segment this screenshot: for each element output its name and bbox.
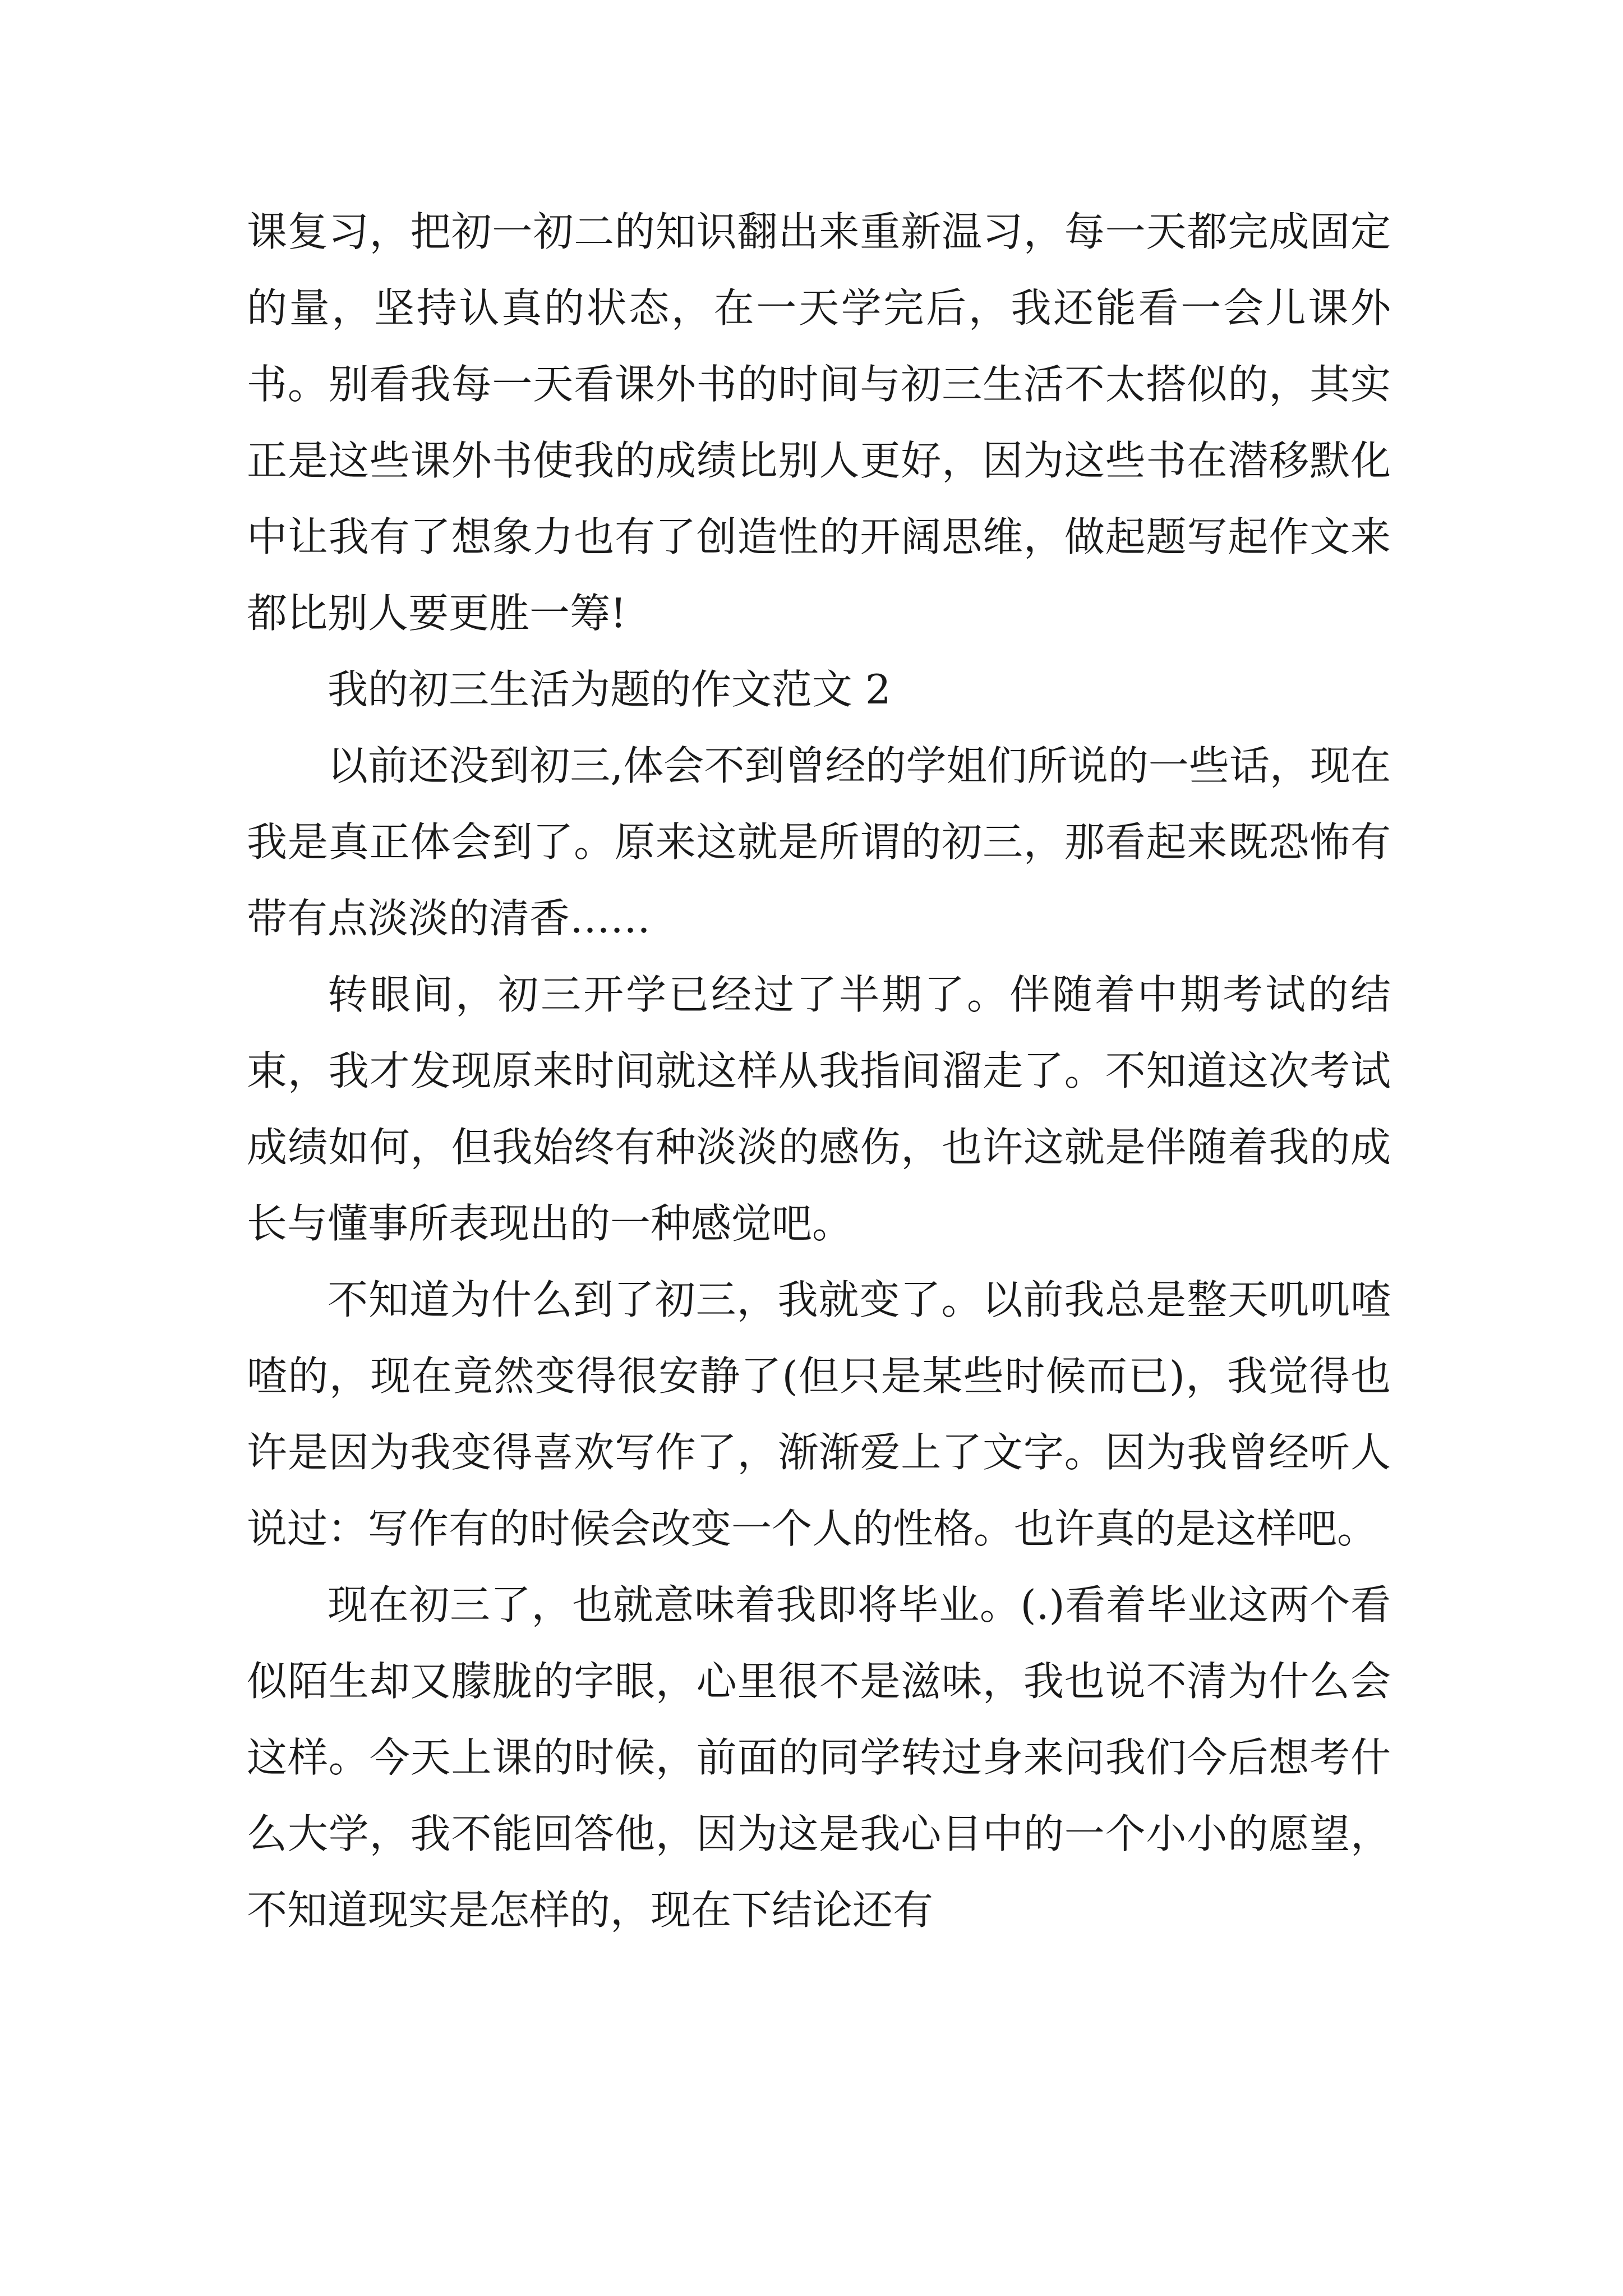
paragraph: 以前还没到初三,体会不到曾经的学姐们所说的一些话，现在我是真正体会到了。原来这就是所谓的初三，那看起来既恐怖有带有点淡淡的清香…… xyxy=(247,742,1391,942)
section-heading: 我的初三生活为题的作文范文 2 xyxy=(328,666,891,713)
paragraph: 现在初三了，也就意味着我即将毕业。(.)看着毕业这两个看似陌生却又朦胧的字眼，心里很不是滋味，我也说不清为什么会这样。今天上课的时候，前面的同学转过身来问我们今后想考什么大学，我不能回答他，因为这是我心目中的一个小小的愿望，不知道现实是怎样的，现在下结论还有 xyxy=(247,1581,1391,1934)
paragraph: 转眼间，初三开学已经过了半期了。伴随着中期考试的结束，我才发现原来时间就这样从我指间溜走了。不知道这次考试成绩如何，但我始终有种淡淡的感伤，也许这就是伴随着我的成长与懂事所表现出的一种感觉吧。 xyxy=(247,971,1391,1247)
paragraph-continuation: 课复习，把初一初二的知识翻出来重新温习，每一天都完成固定的量，坚持认真的状态，在一天学完后，我还能看一会儿课外书。别看我每一天看课外书的时间与初三生活不太搭似的，其实正是这些课外书使我的成绩比别人更好，因为这些书在潜移默化中让我有了想象力也有了创造性的开阔思维，做起题写起作文来都比别人要更胜一筹! xyxy=(247,208,1391,637)
paragraph: 不知道为什么到了初三，我就变了。以前我总是整天叽叽喳喳的，现在竟然变得很安静了(但只是某些时候而已)，我觉得也许是因为我变得喜欢写作了，渐渐爱上了文字。因为我曾经听人说过：写作有的时候会改变一个人的性格。也许真的是这样吧。 xyxy=(247,1276,1391,1552)
document-body xyxy=(247,194,1391,1948)
